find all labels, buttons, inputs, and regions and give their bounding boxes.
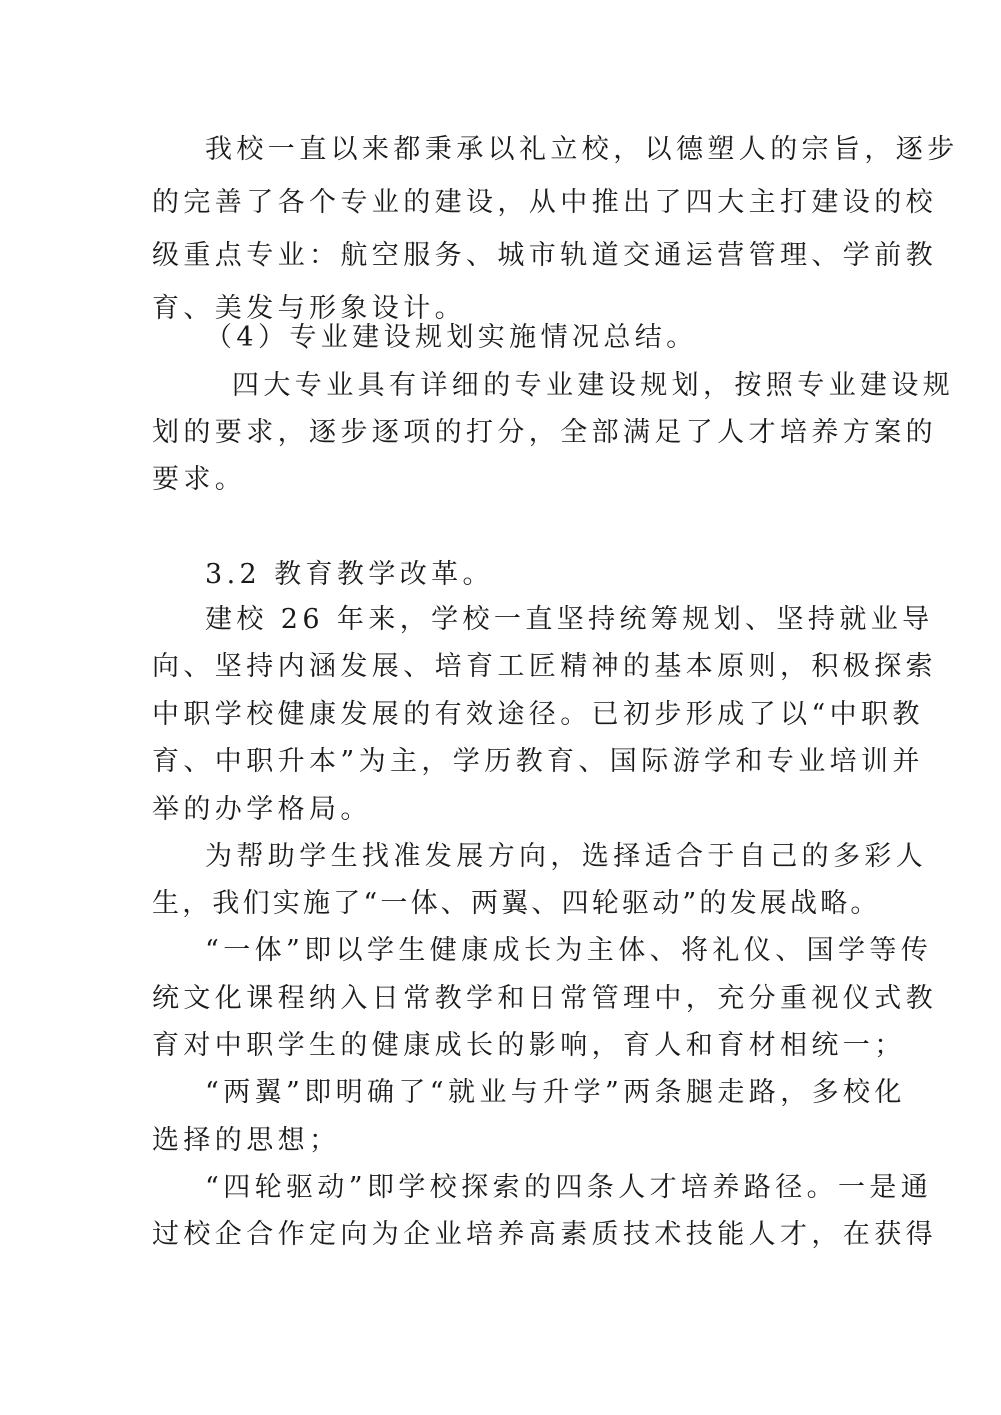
- paragraph-line: 育对中职学生的健康成长的影响，育人和育材相统一；: [152, 1030, 906, 1061]
- paragraph-line: 举的办学格局。: [152, 794, 372, 825]
- paragraph-line: 的完善了各个专业的建设，从中推出了四大主打建设的校: [152, 187, 937, 218]
- paragraph-line: 育、美发与形象设计。: [152, 293, 466, 324]
- paragraph-line: “两翼”即明确了“就业与升学”两条腿走路，多校化: [205, 1077, 906, 1108]
- section-heading: 3.2 教育教学改革。: [205, 559, 494, 590]
- paragraph-line: 向、坚持内涵发展、培育工匠精神的基本原则，积极探索: [152, 651, 937, 682]
- paragraph-line: 四大专业具有详细的专业建设规划，按照专业建设规: [232, 370, 955, 401]
- section-heading: （4）专业建设规划实施情况总结。: [205, 322, 698, 353]
- paragraph-line: 要求。: [152, 464, 247, 495]
- paragraph-line: “一体”即以学生健康成长为主体、将礼仪、国学等传: [205, 935, 933, 966]
- paragraph-line: 育、中职升本”为主，学历教育、国际游学和专业培训并: [152, 746, 924, 777]
- paragraph-line: 统文化课程纳入日常教学和日常管理中，充分重视仪式教: [152, 983, 937, 1014]
- paragraph-line: 过校企合作定向为企业培养高素质技术技能人才，在获得: [152, 1219, 937, 1250]
- paragraph-line: 建校 26 年来，学校一直坚持统筹规划、坚持就业导: [205, 604, 934, 635]
- paragraph-line: 划的要求，逐步逐项的打分，全部满足了人才培养方案的: [152, 417, 937, 448]
- paragraph-line: 生，我们实施了“一体、两翼、四轮驱动”的发展战略。: [152, 888, 881, 919]
- paragraph-line: 我校一直以来都秉承以礼立校，以德塑人的宗旨，逐步: [205, 134, 959, 165]
- paragraph-line: 选择的思想；: [152, 1125, 341, 1156]
- paragraph-line: 级重点专业：航空服务、城市轨道交通运营管理、学前教: [152, 240, 937, 271]
- paragraph-line: “四轮驱动”即学校探索的四条人才培养路径。一是通: [205, 1172, 933, 1203]
- paragraph-line: 中职学校健康发展的有效途径。已初步形成了以“中职教: [152, 699, 924, 730]
- paragraph-line: 为帮助学生找准发展方向，选择适合于自己的多彩人: [205, 841, 928, 872]
